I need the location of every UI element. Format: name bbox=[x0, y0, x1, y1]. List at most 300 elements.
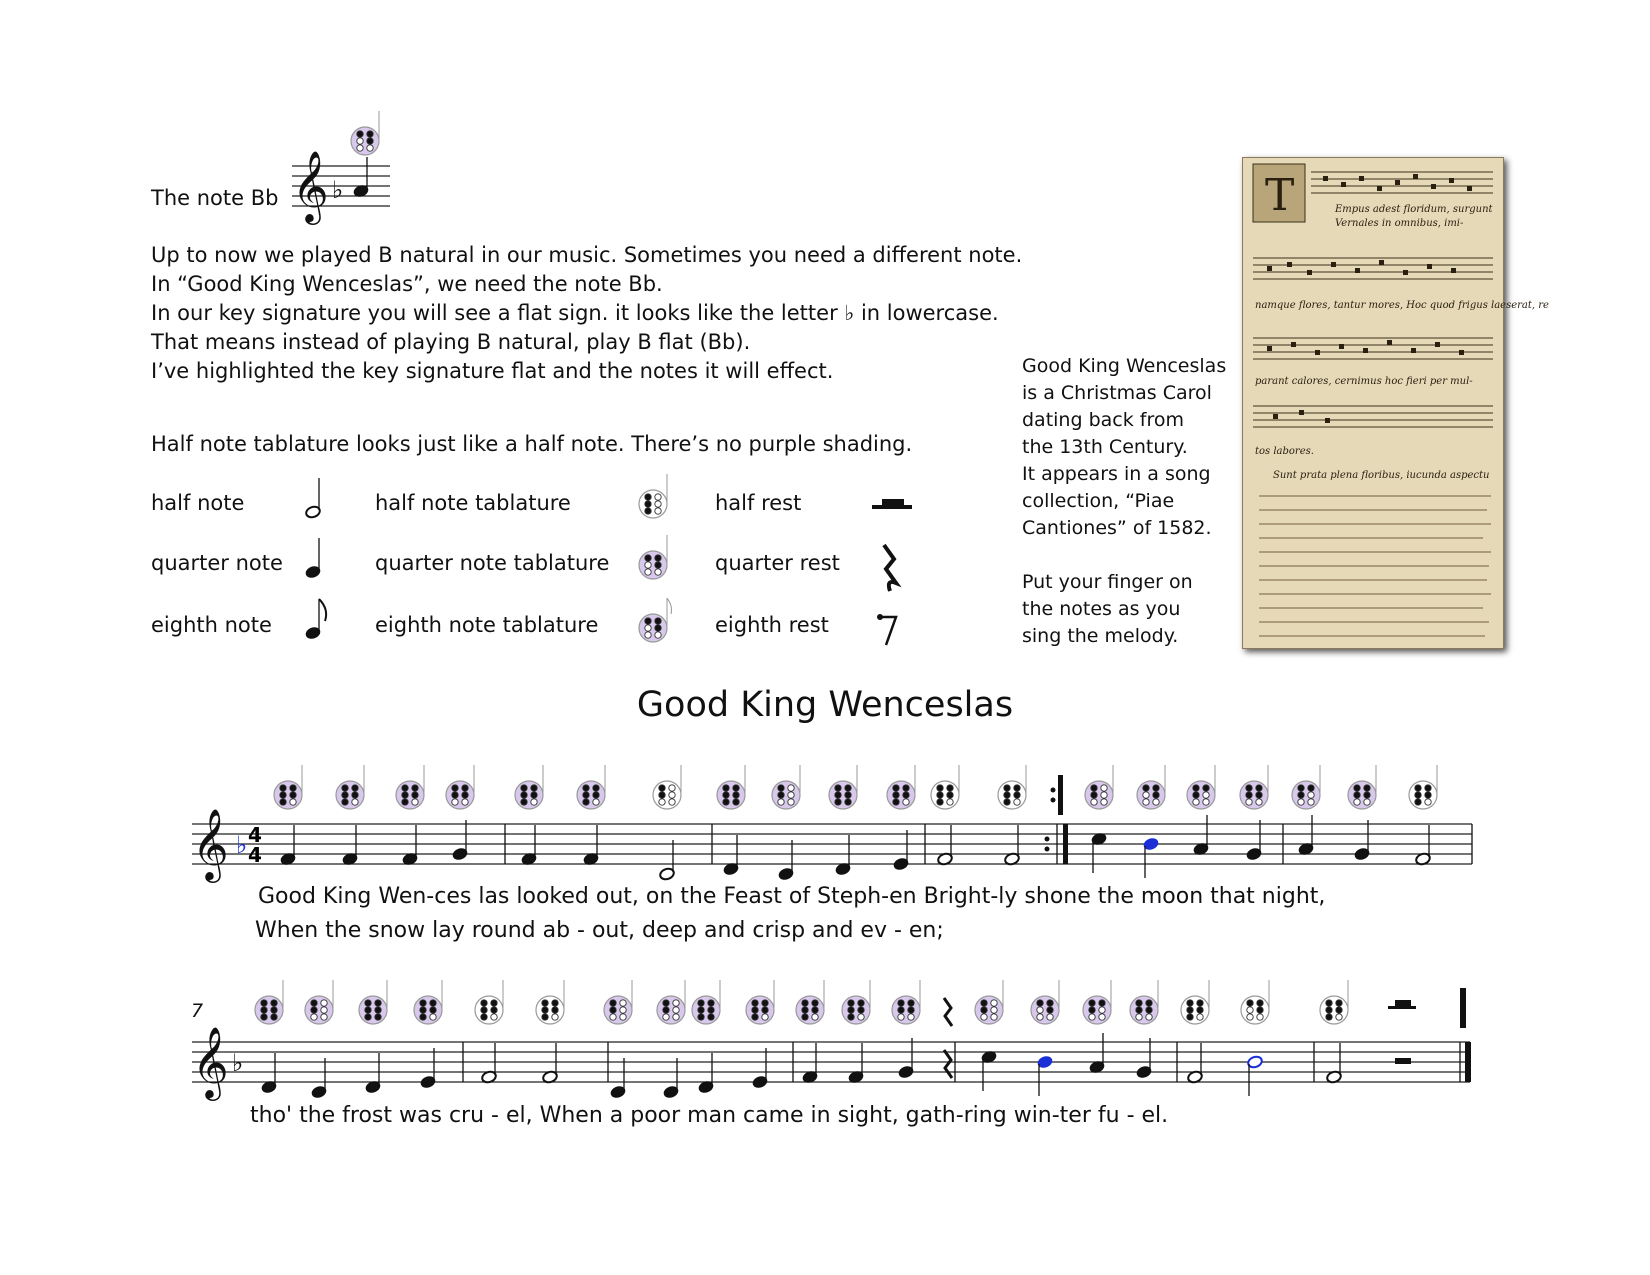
tab-hole bbox=[663, 1007, 669, 1013]
tab-hole bbox=[1047, 1000, 1053, 1006]
tab-hole bbox=[1089, 1014, 1095, 1020]
tab-circle bbox=[515, 781, 543, 809]
tab-hole bbox=[452, 785, 458, 791]
tab-hole bbox=[1246, 799, 1252, 805]
tab-hole bbox=[1256, 785, 1262, 791]
tab-hole bbox=[1326, 1007, 1332, 1013]
tab-hole bbox=[462, 792, 468, 798]
tab-hole bbox=[491, 1007, 497, 1013]
tab-hole bbox=[1246, 785, 1252, 791]
tab-hole bbox=[321, 1014, 327, 1020]
tab-hole bbox=[271, 1014, 277, 1020]
tab-hole bbox=[937, 799, 943, 805]
tab-hole bbox=[280, 785, 286, 791]
tab-hole bbox=[261, 1007, 267, 1013]
tab-hole bbox=[1354, 799, 1360, 805]
tab-hole bbox=[778, 799, 784, 805]
repeat-bar bbox=[1063, 824, 1068, 864]
tab-hole bbox=[1298, 785, 1304, 791]
tab-hole bbox=[402, 799, 408, 805]
eighth-rest-dot bbox=[877, 614, 883, 620]
tab-hole bbox=[1014, 785, 1020, 791]
half-rest bbox=[1395, 1058, 1411, 1064]
tab-hole bbox=[531, 785, 537, 791]
tab-hole bbox=[311, 1007, 317, 1013]
tab-hole bbox=[1308, 785, 1314, 791]
legend-quarter-rest: quarter rest bbox=[715, 551, 840, 575]
tab-hole bbox=[271, 1007, 277, 1013]
tab-hole bbox=[1246, 792, 1252, 798]
lyrics-line-1: Good King Wen-ces las looked out, on the Feast of Steph-en Bright-ly shone the moon that night, bbox=[258, 884, 1326, 909]
tab-circle bbox=[892, 996, 920, 1024]
tab-hole bbox=[280, 792, 286, 798]
tab-hole bbox=[673, 1007, 679, 1013]
tab-hole bbox=[1336, 1014, 1342, 1020]
tab-hole bbox=[659, 785, 665, 791]
tab-hole bbox=[908, 1000, 914, 1006]
legend-half-tab: half note tablature bbox=[375, 491, 571, 515]
tab-circle bbox=[639, 490, 667, 518]
legend-eighth-rest-symbol bbox=[878, 617, 896, 645]
tab-hole bbox=[733, 792, 739, 798]
tab-hole bbox=[610, 1000, 616, 1006]
tab-hole bbox=[1197, 1007, 1203, 1013]
tab-hole bbox=[462, 799, 468, 805]
tab-hole bbox=[655, 569, 661, 575]
tab-hole bbox=[991, 1014, 997, 1020]
tab-hole bbox=[1187, 1014, 1193, 1020]
tab-hole bbox=[430, 1007, 436, 1013]
svg-text:T: T bbox=[1265, 170, 1295, 221]
tab-hole bbox=[1187, 1000, 1193, 1006]
legend-quarter-rest-symbol bbox=[884, 545, 896, 591]
tab-hole bbox=[1187, 1007, 1193, 1013]
legend-half-rest: half rest bbox=[715, 491, 802, 515]
tab-hole bbox=[1089, 1007, 1095, 1013]
tab-hole bbox=[402, 785, 408, 791]
tab-hole bbox=[937, 785, 943, 791]
tab-hole bbox=[845, 799, 851, 805]
tab-hole bbox=[645, 632, 651, 638]
tab-hole bbox=[531, 792, 537, 798]
tab-hole bbox=[788, 785, 794, 791]
svg-text:parant calores, cernimus hoc f: parant calores, cernimus hoc fieri per mul- bbox=[1255, 376, 1473, 387]
tab-hole bbox=[321, 1000, 327, 1006]
tab-hole bbox=[375, 1014, 381, 1020]
tab-circle bbox=[604, 996, 632, 1024]
tab-hole bbox=[552, 1014, 558, 1020]
tab-hole bbox=[991, 1007, 997, 1013]
song-title: Good King Wenceslas bbox=[636, 685, 1014, 725]
tab-hole bbox=[655, 562, 661, 568]
lyrics-line-3: tho' the frost was cru - el, When a poor man came in sight, gath-ring win-ter fu - el. bbox=[250, 1103, 1169, 1128]
tab-circle bbox=[1241, 996, 1269, 1024]
tab-hole bbox=[1146, 1000, 1152, 1006]
tab-hole bbox=[357, 145, 363, 151]
treble-clef: 𝄞 bbox=[192, 1025, 229, 1098]
tab-hole bbox=[848, 1007, 854, 1013]
tab-hole bbox=[1308, 792, 1314, 798]
legend-eighth-tab: eighth note tablature bbox=[375, 613, 599, 637]
tab-hole bbox=[420, 1000, 426, 1006]
tab-hole bbox=[645, 501, 651, 507]
tab-hole bbox=[1136, 1007, 1142, 1013]
legend-half-note: half note bbox=[151, 491, 245, 515]
tab-hole bbox=[402, 792, 408, 798]
tab-hole bbox=[452, 799, 458, 805]
tab-hole bbox=[788, 799, 794, 805]
tab-circle bbox=[446, 781, 474, 809]
tab-circle bbox=[396, 781, 424, 809]
tab-hole bbox=[1247, 1014, 1253, 1020]
tab-hole bbox=[290, 785, 296, 791]
tab-hole bbox=[673, 1014, 679, 1020]
tab-hole bbox=[412, 785, 418, 791]
tab-hole bbox=[903, 785, 909, 791]
tab-hole bbox=[762, 1007, 768, 1013]
tab-hole bbox=[752, 1014, 758, 1020]
tab-hole bbox=[1091, 785, 1097, 791]
tab-hole bbox=[1298, 799, 1304, 805]
tab-hole bbox=[898, 1007, 904, 1013]
repeat-dot bbox=[1045, 847, 1050, 852]
tab-hole bbox=[762, 1000, 768, 1006]
tab-hole bbox=[1101, 799, 1107, 805]
tab-hole bbox=[858, 1000, 864, 1006]
tab-circle bbox=[359, 996, 387, 1024]
tab-hole bbox=[1354, 792, 1360, 798]
legend-half-rest-block bbox=[882, 499, 904, 506]
legend-quarter-tab: quarter note tablature bbox=[375, 551, 610, 575]
tab-hole bbox=[1256, 792, 1262, 798]
tab-flag bbox=[667, 598, 672, 614]
tab-hole bbox=[375, 1000, 381, 1006]
tab-hole bbox=[420, 1007, 426, 1013]
tab-hole bbox=[552, 1007, 558, 1013]
svg-text:Vernales in omnibus, imi-: Vernales in omnibus, imi- bbox=[1335, 218, 1464, 229]
tab-hole bbox=[645, 625, 651, 631]
tab-hole bbox=[1136, 1000, 1142, 1006]
tab-circle bbox=[1187, 781, 1215, 809]
tab-hole bbox=[845, 792, 851, 798]
tab-hole bbox=[898, 1014, 904, 1020]
tab-hole bbox=[1354, 785, 1360, 791]
tab-hole bbox=[669, 785, 675, 791]
half-rest-top bbox=[1388, 1006, 1416, 1009]
tab-hole bbox=[659, 792, 665, 798]
tab-hole bbox=[357, 131, 363, 137]
tab-hole bbox=[542, 1000, 548, 1006]
tab-hole bbox=[669, 799, 675, 805]
tab-hole bbox=[752, 1000, 758, 1006]
tab-hole bbox=[937, 792, 943, 798]
tab-hole bbox=[1153, 799, 1159, 805]
tab-circle bbox=[1137, 781, 1165, 809]
tab-circle bbox=[975, 996, 1003, 1024]
tab-circle bbox=[1348, 781, 1376, 809]
tab-hole bbox=[1037, 1000, 1043, 1006]
tab-hole bbox=[321, 1007, 327, 1013]
tab-hole bbox=[858, 1014, 864, 1020]
treble-clef: 𝄞 bbox=[292, 149, 329, 222]
tab-circle bbox=[1031, 996, 1059, 1024]
tab-hole bbox=[352, 785, 358, 791]
tab-hole bbox=[1143, 785, 1149, 791]
tab-circle bbox=[1181, 996, 1209, 1024]
tab-hole bbox=[1257, 1007, 1263, 1013]
tab-hole bbox=[1193, 799, 1199, 805]
tab-hole bbox=[947, 799, 953, 805]
tab-hole bbox=[1326, 1014, 1332, 1020]
tab-hole bbox=[733, 785, 739, 791]
tab-hole bbox=[342, 799, 348, 805]
tab-hole bbox=[788, 792, 794, 798]
intro-line-3: In our key signature you will see a flat sign. it looks like the letter ♭ in lowercase. bbox=[151, 301, 999, 325]
tab-circle bbox=[414, 996, 442, 1024]
tab-circle bbox=[577, 781, 605, 809]
tab-hole bbox=[1047, 1014, 1053, 1020]
tab-hole bbox=[733, 799, 739, 805]
half-note-text: Half note tablature looks just like a half note. There’s no purple shading. bbox=[151, 432, 913, 456]
tab-hole bbox=[908, 1007, 914, 1013]
tab-hole bbox=[893, 785, 899, 791]
tab-hole bbox=[412, 792, 418, 798]
tab-hole bbox=[673, 1000, 679, 1006]
tab-hole bbox=[1143, 792, 1149, 798]
legend-quarter-note: quarter note bbox=[151, 551, 283, 575]
tab-hole bbox=[491, 1014, 497, 1020]
tab-hole bbox=[1091, 799, 1097, 805]
tab-hole bbox=[893, 799, 899, 805]
tab-hole bbox=[778, 792, 784, 798]
tab-hole bbox=[1099, 1007, 1105, 1013]
tab-hole bbox=[1091, 792, 1097, 798]
tab-hole bbox=[1298, 792, 1304, 798]
tab-hole bbox=[1308, 799, 1314, 805]
tab-hole bbox=[593, 799, 599, 805]
tab-hole bbox=[645, 562, 651, 568]
tab-hole bbox=[1101, 792, 1107, 798]
tab-hole bbox=[1101, 785, 1107, 791]
tab-hole bbox=[708, 1014, 714, 1020]
tab-hole bbox=[367, 145, 373, 151]
tab-hole bbox=[802, 1014, 808, 1020]
tab-hole bbox=[1136, 1014, 1142, 1020]
intro-line-1: Up to now we played B natural in our music. Sometimes you need a different note. bbox=[151, 243, 1023, 267]
tab-circle bbox=[351, 127, 379, 155]
tab-hole bbox=[593, 792, 599, 798]
tab-hole bbox=[430, 1000, 436, 1006]
tab-circle bbox=[692, 996, 720, 1024]
tab-hole bbox=[1099, 1000, 1105, 1006]
tab-hole bbox=[655, 625, 661, 631]
repeat-dot-top bbox=[1051, 798, 1056, 803]
tab-hole bbox=[645, 618, 651, 624]
tab-circle bbox=[931, 781, 959, 809]
tab-hole bbox=[802, 1007, 808, 1013]
tab-hole bbox=[645, 508, 651, 514]
tab-hole bbox=[481, 1007, 487, 1013]
tab-hole bbox=[610, 1007, 616, 1013]
tab-hole bbox=[620, 1014, 626, 1020]
tab-hole bbox=[1257, 1014, 1263, 1020]
final-bar-top bbox=[1460, 988, 1466, 1028]
tab-hole bbox=[669, 792, 675, 798]
tab-hole bbox=[835, 799, 841, 805]
tab-circle bbox=[1085, 781, 1113, 809]
tab-hole bbox=[367, 131, 373, 137]
tab-hole bbox=[947, 785, 953, 791]
tab-hole bbox=[1425, 799, 1431, 805]
tab-hole bbox=[835, 785, 841, 791]
tab-circle bbox=[717, 781, 745, 809]
tab-hole bbox=[521, 785, 527, 791]
tab-hole bbox=[645, 494, 651, 500]
tab-hole bbox=[481, 1000, 487, 1006]
tab-hole bbox=[1415, 792, 1421, 798]
tab-circle bbox=[653, 781, 681, 809]
tab-hole bbox=[1004, 785, 1010, 791]
repeat-dot-top bbox=[1051, 788, 1056, 793]
tab-hole bbox=[261, 1000, 267, 1006]
treble-clef: 𝄞 bbox=[192, 807, 229, 880]
tab-hole bbox=[903, 792, 909, 798]
tab-hole bbox=[552, 1000, 558, 1006]
tab-hole bbox=[1037, 1007, 1043, 1013]
tab-hole bbox=[375, 1007, 381, 1013]
tab-hole bbox=[521, 799, 527, 805]
tab-hole bbox=[1256, 799, 1262, 805]
intro-line-2: In “Good King Wenceslas”, we need the note Bb. bbox=[151, 272, 663, 296]
svg-text:Empus adest floridum, surgunt: Empus adest floridum, surgunt bbox=[1335, 204, 1493, 215]
tab-hole bbox=[708, 1007, 714, 1013]
tab-circle bbox=[998, 781, 1026, 809]
final-bar-thick bbox=[1465, 1042, 1471, 1082]
lyrics-line-2: When the snow lay round ab - out, deep and crisp and ev - en; bbox=[255, 918, 944, 943]
tab-circle bbox=[536, 996, 564, 1024]
tab-hole bbox=[812, 1007, 818, 1013]
legend-eighth-rest: eighth rest bbox=[715, 613, 829, 637]
tab-hole bbox=[908, 1014, 914, 1020]
tab-hole bbox=[1336, 1000, 1342, 1006]
tab-hole bbox=[723, 799, 729, 805]
tab-hole bbox=[762, 1014, 768, 1020]
tab-hole bbox=[290, 799, 296, 805]
tab-hole bbox=[1257, 1000, 1263, 1006]
legend-eighth-note: eighth note bbox=[151, 613, 272, 637]
tab-circle bbox=[274, 781, 302, 809]
tab-hole bbox=[542, 1014, 548, 1020]
tab-hole bbox=[290, 792, 296, 798]
tab-hole bbox=[311, 1014, 317, 1020]
tab-hole bbox=[663, 1000, 669, 1006]
tab-hole bbox=[280, 799, 286, 805]
tab-circle bbox=[1083, 996, 1111, 1024]
tab-hole bbox=[491, 1000, 497, 1006]
tab-hole bbox=[1047, 1007, 1053, 1013]
time-sig-bottom: 4 bbox=[248, 843, 262, 867]
intro-line-5: I’ve highlighted the key signature flat and the notes it will effect. bbox=[151, 359, 834, 383]
tab-hole bbox=[1146, 1014, 1152, 1020]
tab-circle bbox=[829, 781, 857, 809]
tab-hole bbox=[655, 618, 661, 624]
tab-hole bbox=[845, 785, 851, 791]
tab-hole bbox=[981, 1000, 987, 1006]
tab-hole bbox=[1193, 785, 1199, 791]
repeat-dot bbox=[1045, 837, 1050, 842]
tab-hole bbox=[655, 632, 661, 638]
tab-hole bbox=[367, 138, 373, 144]
tab-hole bbox=[655, 555, 661, 561]
tab-hole bbox=[342, 785, 348, 791]
tab-hole bbox=[659, 799, 665, 805]
tab-hole bbox=[1415, 785, 1421, 791]
tab-hole bbox=[1425, 785, 1431, 791]
tab-hole bbox=[593, 785, 599, 791]
tab-hole bbox=[903, 799, 909, 805]
tab-circle bbox=[639, 551, 667, 579]
tab-circle bbox=[796, 996, 824, 1024]
tab-hole bbox=[893, 792, 899, 798]
flat-sign: ♭ bbox=[332, 176, 344, 204]
tab-hole bbox=[462, 785, 468, 791]
tab-hole bbox=[1099, 1014, 1105, 1020]
tab-hole bbox=[698, 1007, 704, 1013]
tab-hole bbox=[1326, 1000, 1332, 1006]
tab-hole bbox=[723, 792, 729, 798]
tab-hole bbox=[365, 1000, 371, 1006]
tab-circle bbox=[1320, 996, 1348, 1024]
tab-hole bbox=[1364, 799, 1370, 805]
tab-hole bbox=[1014, 792, 1020, 798]
tab-circle bbox=[639, 614, 667, 642]
tab-hole bbox=[412, 799, 418, 805]
tab-hole bbox=[583, 799, 589, 805]
svg-text:tos labores.: tos labores. bbox=[1255, 446, 1314, 457]
tab-hole bbox=[981, 1014, 987, 1020]
side-text: Good King Wenceslas is a Christmas Carol dating back from the 13th Century. It appears in a song collection, “Piae Cantiones” of 1582. Put your finger on the notes as you sing the melody. bbox=[1022, 355, 1227, 647]
tab-hole bbox=[698, 1014, 704, 1020]
tab-circle bbox=[1292, 781, 1320, 809]
tab-circle bbox=[887, 781, 915, 809]
tab-hole bbox=[1197, 1000, 1203, 1006]
tab-circle bbox=[746, 996, 774, 1024]
tab-circle bbox=[842, 996, 870, 1024]
tab-hole bbox=[610, 1014, 616, 1020]
tab-hole bbox=[778, 785, 784, 791]
tab-hole bbox=[645, 555, 651, 561]
tab-hole bbox=[1004, 792, 1010, 798]
tab-hole bbox=[802, 1000, 808, 1006]
svg-text:Sunt prata plena floribus, iuc: Sunt prata plena floribus, iucunda aspectu bbox=[1273, 470, 1490, 481]
tab-hole bbox=[655, 501, 661, 507]
tab-hole bbox=[1203, 799, 1209, 805]
tab-hole bbox=[1203, 785, 1209, 791]
tab-hole bbox=[1364, 792, 1370, 798]
tab-hole bbox=[430, 1014, 436, 1020]
tab-hole bbox=[1203, 792, 1209, 798]
tab-hole bbox=[848, 1014, 854, 1020]
tab-hole bbox=[1089, 1000, 1095, 1006]
tab-hole bbox=[1004, 799, 1010, 805]
flat-sign: ♭ bbox=[232, 1049, 244, 1077]
tab-hole bbox=[1014, 799, 1020, 805]
intro-line-4: That means instead of playing B natural, play B flat (Bb). bbox=[151, 330, 751, 354]
tab-hole bbox=[812, 1000, 818, 1006]
tab-hole bbox=[991, 1000, 997, 1006]
tab-hole bbox=[1037, 1014, 1043, 1020]
tab-hole bbox=[1146, 1007, 1152, 1013]
